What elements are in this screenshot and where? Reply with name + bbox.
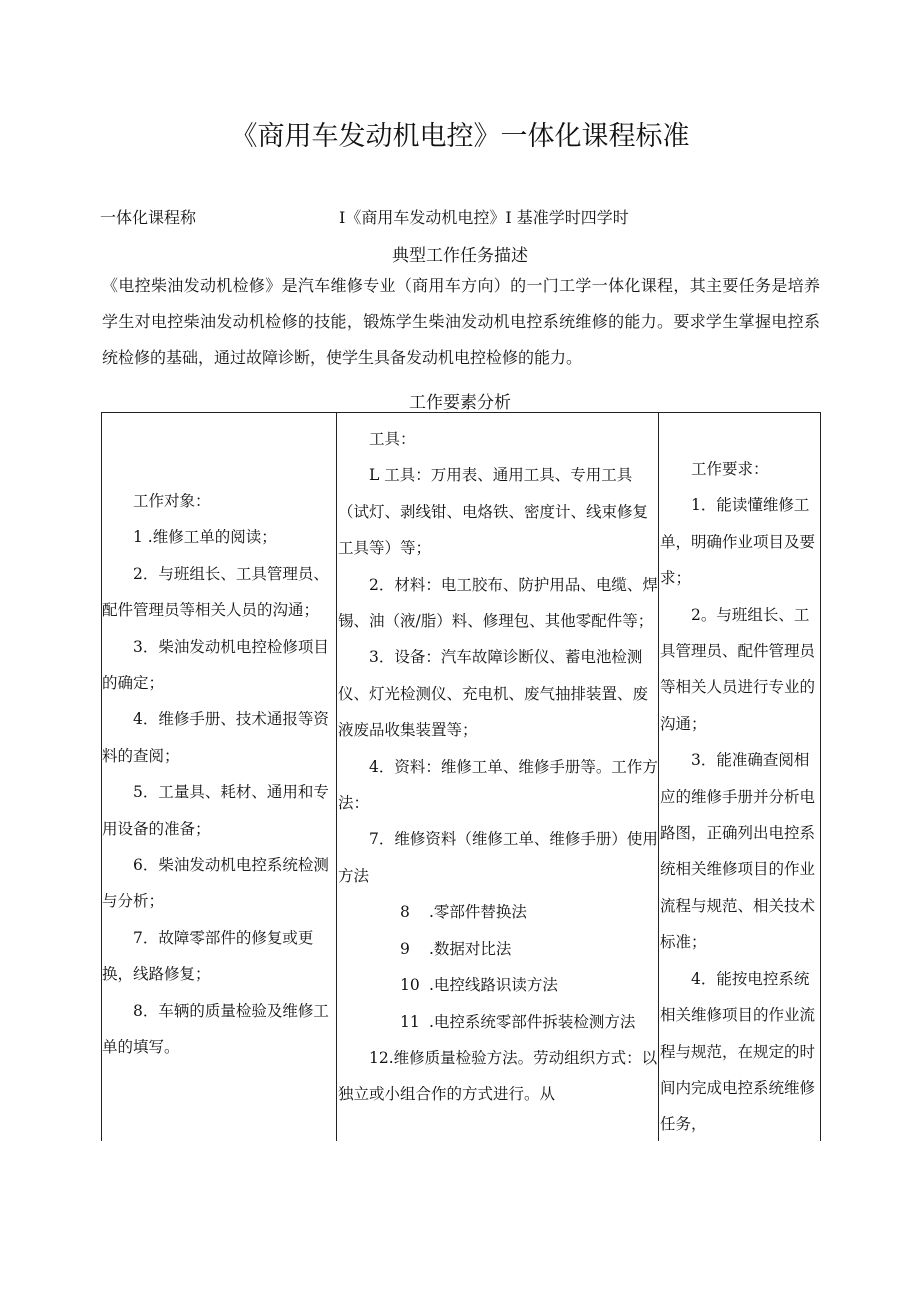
list-item: 1．能读懂维修工单，明确作业项目及要求；	[660, 496, 816, 588]
list-item: 7．故障零部件的修复或更换，线路修复；	[102, 928, 314, 984]
section-heading-analysis: 工作要素分析	[409, 393, 511, 413]
list-item: 3．设备：汽车故障诊断仪、蓄电池检测仪、灯光检测仪、充电机、废气抽排装置、废液废品收集装置等；	[338, 648, 649, 740]
course-name-label: 一体化课程称	[100, 208, 197, 227]
list-item: 2．材料：电工胶布、防护用品、电缆、焊锡、油（液/脂）料、修理包、其他零配件等；	[338, 575, 658, 631]
list-item	[338, 1004, 658, 1040]
list-item: 12.维修质量检验方法。劳动组织方式：以独立或小组合作的方式进行。从	[338, 1048, 658, 1104]
column-heading: 工作对象：	[133, 492, 211, 510]
tools-column	[338, 413, 658, 1141]
item-number: 10	[400, 976, 420, 995]
table-divider	[658, 413, 659, 1141]
list-item: 2．与班组长、工具管理员、配件管理员等相关人员的沟通；	[102, 564, 329, 620]
list-item: 5．工量具、耗材、通用和专用设备的准备；	[102, 783, 329, 838]
column-heading: 工作要求：	[691, 460, 769, 478]
list-item: 7．维修资料（维修工单、维修手册）使用方法	[338, 830, 658, 885]
item-number: 8	[400, 903, 410, 922]
list-item	[338, 894, 658, 930]
list-item: 4．资料：维修工单、维修手册等。工作方法：	[338, 757, 658, 813]
list-item	[338, 931, 658, 967]
item-text: .电控系统零部件拆装检测方法	[429, 1012, 636, 1031]
list-item: 4．维修手册、技术通报等资料的查阅；	[102, 710, 329, 765]
list-item: 3．柴油发动机电控检修项目的确定；	[102, 637, 329, 693]
list-item: 8．车辆的质量检验及维修工单的填写。	[102, 1001, 329, 1057]
list-item: 2。与班组长、工具管理员、配件管理员等相关人员进行专业的沟通；	[660, 605, 816, 733]
item-number: 9	[400, 939, 410, 958]
table-divider	[336, 413, 337, 1141]
column-heading: 工具：	[369, 430, 416, 448]
task-description: 《电控柴油发动机检修》是汽车维修专业（商用车方向）的一门工学一体化课程，其主要任务是培养学生对电控柴油发动机检修的技能，锻炼学生柴油发动机电控系统维修的能力。要求学生掌握电控系统检修的基础，通过故障诊断，使学生具备发动机电控检修的能力。	[102, 276, 820, 367]
item-text: .零部件替换法	[429, 903, 527, 922]
work-requirements-column	[660, 413, 818, 1141]
item-number: 11	[400, 1012, 420, 1031]
list-item: 6．柴油发动机电控系统检测与分析；	[102, 856, 329, 911]
list-item: 1 .维修工单的阅读；	[133, 528, 277, 547]
item-text: .电控线路识读方法	[429, 976, 558, 995]
list-item: 3．能准确查阅相应的维修手册并分析电路图，正确列出电控系统相关维修项目的作业流程与规范、相关技术标准；	[660, 751, 816, 952]
item-text: .数据对比法	[429, 939, 512, 958]
section-heading-task: 典型工作任务描述	[392, 246, 528, 266]
list-item: L 工具：万用表、通用工具、专用工具（试灯、剥线钳、电烙铁、密度计、线束修复工具等）等；	[338, 466, 649, 558]
course-name-value: I《商用车发动机电控》I 基准学时四学时	[339, 208, 629, 227]
list-item	[338, 967, 658, 1003]
page-title: 《商用车发动机电控》一体化课程标准	[230, 121, 690, 152]
list-item: 4．能按电控系统相关维修项目的作业流程与规范，在规定的时间内完成电控系统维修任务，	[660, 969, 816, 1134]
work-objects-column	[102, 413, 336, 1141]
work-elements-table	[101, 412, 821, 1141]
